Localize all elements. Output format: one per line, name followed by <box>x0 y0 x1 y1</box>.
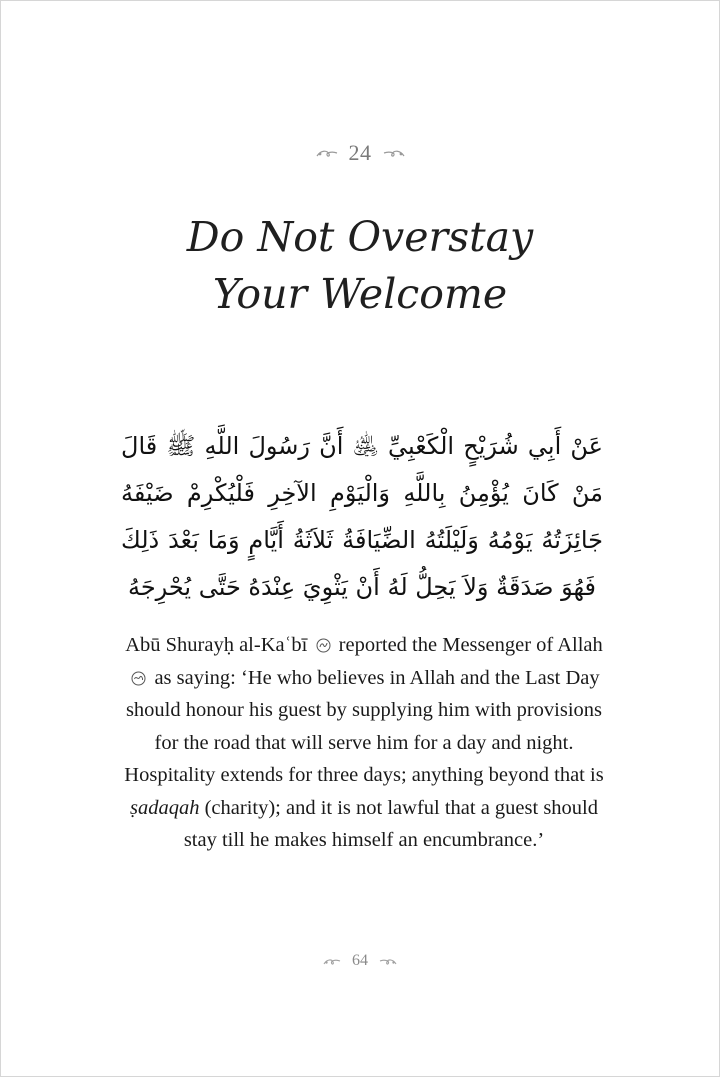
footer-left-flourish-icon <box>322 956 342 966</box>
translation-line-2-text: as saying: ‘He who believes in Allah and the Last Day <box>154 666 600 689</box>
right-flourish-icon <box>382 147 406 159</box>
footer-right-flourish-icon <box>378 956 398 966</box>
hadith-translation <box>119 629 609 857</box>
translation-line-6-rest: (charity); and it is not lawful that a guest should <box>204 796 598 819</box>
title-line-2: Your Welcome <box>212 270 508 318</box>
title-line-1: Do Not Overstay <box>186 213 534 261</box>
chapter-number: 24 <box>348 140 372 165</box>
translation-line-1 <box>119 629 609 662</box>
translation-line-7: stay till he makes himself an encumbrance.’ <box>183 829 545 851</box>
narrator-name: Abū Shurayḥ al-Kaʿbī <box>125 634 308 656</box>
page-number: 64 <box>352 952 368 969</box>
translation-line-2 <box>119 662 609 695</box>
chapter-header <box>1 140 719 166</box>
translation-line-6 <box>119 792 609 825</box>
honorific-icon <box>316 638 331 653</box>
sadaqah-term: ṣadaqah <box>129 796 200 819</box>
translation-line-1-rest: reported the Messenger of Allah <box>338 634 603 656</box>
translation-line-3: should honour his guest by supplying him with provisions <box>125 699 603 721</box>
left-flourish-icon <box>315 147 339 159</box>
page-footer <box>1 952 719 970</box>
salawat-icon <box>131 671 146 686</box>
translation-line-5: Hospitality extends for three days; anything beyond that is <box>124 764 604 786</box>
translation-line-4: for the road that will serve him for a day and night. <box>154 731 574 754</box>
chapter-title <box>1 209 719 323</box>
hadith-arabic-text: عَنْ أَبِي شُرَيْحٍ الْكَعْبِيِّ ﵁ أَنَّ رَسُولَ اللَّهِ ﷺ قَالَ مَنْ كَانَ يُؤْمِنُ بِاللَّهِ وَالْيَوْمِ الآخِرِ فَلْيُكْرِمْ ضَيْفَهُ جَائِزَتُهُ يَوْمُهُ وَلَيْلَتُهُ الضِّيَافَةُ ثَلاَثَةُ أَيَّامٍ وَمَا بَعْدَ ذَلِكَ فَهُوَ صَدَقَةٌ وَلاَ يَحِلُّ لَهُ أَنْ يَثْوِيَ عِنْدَهُ حَتَّى يُحْرِجَهُ <box>121 432 603 601</box>
